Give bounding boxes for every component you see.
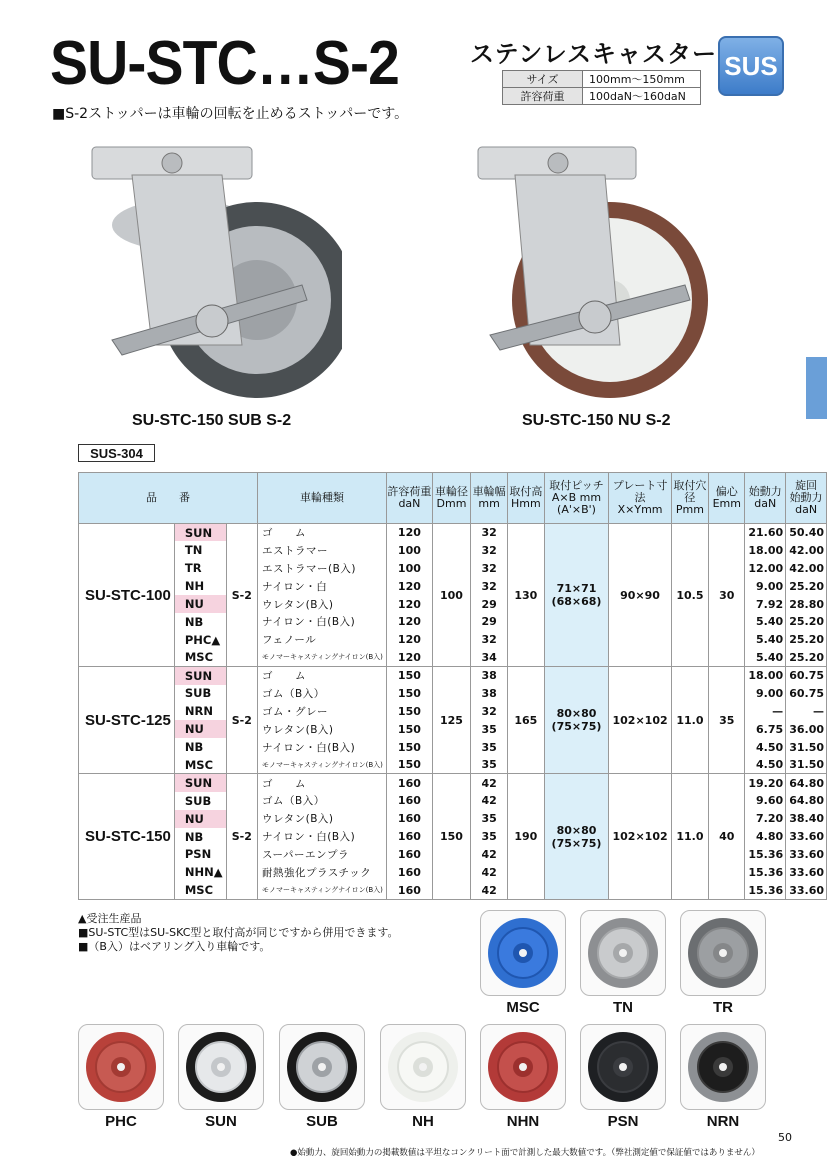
start-force: 7.20 (745, 810, 786, 828)
wheel-code: TN (174, 541, 226, 559)
col-height-label: 取付高 (509, 484, 543, 498)
category-title: ステンレスキャスター (470, 40, 717, 68)
wheel-code: SUN (174, 667, 226, 685)
material-label: SUS-304 (78, 444, 155, 462)
wheel-sample-label: NH (412, 1113, 434, 1130)
col-swivel-label: 旋回 (795, 478, 818, 492)
col-dia-unit: Dmm (436, 497, 467, 510)
pitch-value: 71×71 (556, 582, 597, 596)
start-force: 5.40 (745, 649, 786, 667)
wheel-width: 35 (471, 810, 508, 828)
wheel-code: NHN▲ (174, 863, 226, 881)
start-force: 7.92 (745, 595, 786, 613)
start-force: 4.50 (745, 756, 786, 774)
wheel-sample-nhn (480, 1024, 566, 1110)
load-value: 120 (386, 577, 432, 595)
wheel-code: PHC▲ (174, 631, 226, 649)
wheel-type: モノマーキャスティングナイロン(B入) (258, 881, 387, 899)
start-force: 15.36 (745, 863, 786, 881)
col-width (471, 473, 508, 524)
start-force: 9.00 (745, 577, 786, 595)
swivel-force: 60.75 (786, 667, 827, 685)
wheel-code: NB (174, 613, 226, 631)
caster-photo-nu (470, 135, 730, 405)
col-dia (432, 473, 470, 524)
wheel-width: 29 (471, 595, 508, 613)
wheel-type: 耐熱強化プラスチック (258, 863, 387, 881)
wheel-width: 42 (471, 774, 508, 792)
spec-row (503, 88, 701, 105)
wheel-width: 34 (471, 649, 508, 667)
swivel-force: 60.75 (786, 685, 827, 703)
load-value: 100 (386, 559, 432, 577)
wheel-sample-nh (380, 1024, 466, 1110)
pitch-value: 80×80 (556, 823, 597, 837)
wheel-type: モノマーキャスティングナイロン(B入) (258, 649, 387, 667)
mount-height: 190 (508, 774, 544, 899)
sus-badge-label: SUS (724, 50, 778, 81)
wheel-code: NU (174, 810, 226, 828)
col-height (508, 473, 544, 524)
wheel-icon (586, 916, 660, 990)
swivel-force: 33.60 (786, 846, 827, 864)
wheel-code: NU (174, 595, 226, 613)
col-product (79, 473, 258, 524)
swivel-force: 42.00 (786, 541, 827, 559)
wheel-width: 32 (471, 702, 508, 720)
offset-value: 35 (709, 667, 745, 774)
note-line: ■SU-STC型はSU-SKC型と取付高が同じですから併用できます。 (78, 926, 399, 939)
footnote: ●始動力、旋回始動力の掲載数値は平坦なコンクリート面で計測した最大数値です。（弊社測定値で保証値ではありません） (290, 1148, 760, 1158)
wheel-sample-label: TR (713, 999, 733, 1016)
swivel-force: 33.60 (786, 828, 827, 846)
hole-diameter: 10.5 (671, 524, 709, 667)
swivel-force: 25.20 (786, 577, 827, 595)
wheel-code: SUN (174, 774, 226, 792)
wheel-code: TR (174, 559, 226, 577)
start-force: 4.50 (745, 738, 786, 756)
col-pitch-line3: (A'×B') (557, 503, 596, 517)
wheel-sample-label: MSC (506, 999, 540, 1016)
load-value: 120 (386, 613, 432, 631)
start-force: 4.80 (745, 828, 786, 846)
col-swivel (786, 473, 827, 524)
spec-value: 100daN〜160daN (583, 88, 701, 105)
col-load-label: 許容荷重 (387, 484, 432, 498)
hole-diameter: 11.0 (671, 667, 709, 774)
load-value: 150 (386, 738, 432, 756)
col-load (386, 473, 432, 524)
col-product-label: 品 番 (146, 490, 191, 504)
wheel-diameter: 125 (432, 667, 470, 774)
swivel-force: 64.80 (786, 774, 827, 792)
swivel-force: 50.40 (786, 524, 827, 542)
wheel-icon (586, 1030, 660, 1104)
wheel-icon (486, 916, 560, 990)
col-plate-label: プレート寸法 (612, 478, 668, 504)
col-start (745, 473, 786, 524)
col-width-unit: mm (478, 497, 500, 510)
wheel-code: NRN (174, 702, 226, 720)
wheel-icon (386, 1030, 460, 1104)
wheel-sample-phc (78, 1024, 164, 1110)
wheel-code: MSC (174, 649, 226, 667)
wheel-width: 38 (471, 667, 508, 685)
note-line: ▲受注生産品 (78, 912, 142, 925)
photo-label-sub: SU-STC-150 SUB S-2 (132, 412, 292, 429)
col-swivel-line2: 始動力 (789, 490, 823, 504)
start-force: 21.60 (745, 524, 786, 542)
wheel-type: ウレタン(B入) (258, 810, 387, 828)
wheel-type: ナイロン・白 (258, 577, 387, 595)
load-value: 120 (386, 631, 432, 649)
wheel-sample-nrn (680, 1024, 766, 1110)
col-pitch-unit: mm (579, 490, 602, 504)
wheel-type: ゴム・グレー (258, 702, 387, 720)
offset-value: 30 (709, 524, 745, 667)
subtitle: ■S-2ストッパーは車輪の回転を止めるストッパーです。 (52, 106, 409, 122)
col-start-unit: daN (754, 497, 777, 510)
photo-label-nu: SU-STC-150 NU S-2 (522, 412, 671, 429)
wheel-width: 29 (471, 613, 508, 631)
caster-photo-sub (82, 135, 342, 405)
wheel-icon (686, 1030, 760, 1104)
header-row (79, 473, 827, 524)
load-value: 160 (386, 846, 432, 864)
offset-value: 40 (709, 774, 745, 899)
mount-pitch (544, 774, 609, 899)
pitch-alt-value: (68×68) (551, 595, 602, 609)
col-offset (709, 473, 745, 524)
wheel-type: ナイロン・白(B入) (258, 828, 387, 846)
stopper-type: S-2 (226, 667, 257, 774)
col-pitch (544, 473, 609, 524)
wheel-type: ナイロン・白(B入) (258, 738, 387, 756)
col-pitch-line2: A×B (551, 490, 577, 504)
pitch-value: 80×80 (556, 707, 597, 721)
wheel-width: 38 (471, 685, 508, 703)
wheel-width: 42 (471, 846, 508, 864)
wheel-sample-label: TN (613, 999, 633, 1016)
start-force: 18.00 (745, 541, 786, 559)
col-wheel-type-label: 車輪種類 (299, 490, 344, 504)
col-hole (671, 473, 709, 524)
swivel-force: 42.00 (786, 559, 827, 577)
wheel-code: NH (174, 577, 226, 595)
wheel-icon (686, 916, 760, 990)
load-value: 100 (386, 541, 432, 559)
load-value: 120 (386, 524, 432, 542)
load-value: 150 (386, 702, 432, 720)
wheel-type: ウレタン(B入) (258, 720, 387, 738)
swivel-force: 31.50 (786, 738, 827, 756)
wheel-type: ゴ ム (258, 524, 387, 542)
table-row (79, 524, 827, 542)
mount-pitch (544, 524, 609, 667)
wheel-code: SUB (174, 685, 226, 703)
spec-main-table (78, 472, 827, 900)
start-force: 6.75 (745, 720, 786, 738)
wheel-type: フェノール (258, 631, 387, 649)
wheel-width: 35 (471, 720, 508, 738)
wheel-code: MSC (174, 881, 226, 899)
wheel-width: 42 (471, 863, 508, 881)
col-width-label: 車輪幅 (472, 484, 506, 498)
col-plate-unit: X×Ymm (617, 503, 663, 517)
wheel-sample-label: NRN (706, 1113, 740, 1130)
swivel-force: 25.20 (786, 613, 827, 631)
wheel-type: ゴ ム (258, 774, 387, 792)
table-row (79, 667, 827, 685)
wheel-sample-label: NHN (506, 1113, 540, 1130)
load-value: 160 (386, 810, 432, 828)
notes (78, 912, 399, 954)
wheel-type: ゴム（B入） (258, 685, 387, 703)
swivel-force: — (786, 702, 827, 720)
start-force: 18.00 (745, 667, 786, 685)
col-offset-label: 偏心 (715, 484, 738, 498)
wheel-icon (486, 1030, 560, 1104)
start-force: 19.20 (745, 774, 786, 792)
model-name: SU-STC-125 (79, 667, 175, 774)
wheel-sample-msc (480, 910, 566, 996)
plate-size: 102×102 (609, 774, 671, 899)
wheel-icon (84, 1030, 158, 1104)
page-number: 50 (778, 1131, 792, 1144)
swivel-force: 38.40 (786, 810, 827, 828)
wheel-type: ゴム（B入） (258, 792, 387, 810)
wheel-width: 32 (471, 631, 508, 649)
load-value: 150 (386, 685, 432, 703)
mount-pitch (544, 667, 609, 774)
load-value: 150 (386, 720, 432, 738)
start-force: 15.36 (745, 881, 786, 899)
wheel-code: NB (174, 828, 226, 846)
pitch-alt-value: (75×75) (551, 836, 602, 850)
wheel-type: ナイロン・白(B入) (258, 613, 387, 631)
mount-height: 130 (508, 524, 544, 667)
wheel-sample-label: PHC (105, 1113, 137, 1130)
wheel-icon (285, 1030, 359, 1104)
col-height-unit: Hmm (511, 497, 541, 510)
start-force: 5.40 (745, 631, 786, 649)
sus-badge (718, 36, 784, 96)
wheel-code: PSN (174, 846, 226, 864)
load-value: 160 (386, 828, 432, 846)
mount-height: 165 (508, 667, 544, 774)
load-value: 160 (386, 792, 432, 810)
model-name: SU-STC-100 (79, 524, 175, 667)
col-offset-unit: Emm (712, 497, 741, 510)
wheel-width: 42 (471, 881, 508, 899)
swivel-force: 36.00 (786, 720, 827, 738)
wheel-sample-tr (680, 910, 766, 996)
spec-value: 100mm〜150mm (583, 71, 701, 88)
wheel-diameter: 100 (432, 524, 470, 667)
wheel-width: 35 (471, 738, 508, 756)
section-tab (806, 357, 827, 419)
swivel-force: 31.50 (786, 756, 827, 774)
wheel-type: スーパーエンプラ (258, 846, 387, 864)
wheel-width: 42 (471, 792, 508, 810)
col-hole-label: 取付穴径 (673, 478, 707, 504)
wheel-sample-tn (580, 910, 666, 996)
col-hole-unit: Pmm (675, 503, 704, 517)
spec-key: 許容荷重 (503, 88, 583, 105)
table-row (79, 774, 827, 792)
start-force: 9.00 (745, 685, 786, 703)
wheel-code: NB (174, 738, 226, 756)
wheel-sample-sun (178, 1024, 264, 1110)
wheel-type: ゴ ム (258, 667, 387, 685)
plate-size: 102×102 (609, 667, 671, 774)
stopper-type: S-2 (226, 774, 257, 899)
swivel-force: 64.80 (786, 792, 827, 810)
col-wheel-type (258, 473, 387, 524)
col-start-label: 始動力 (748, 484, 782, 498)
col-load-unit: daN (398, 497, 421, 510)
pitch-alt-value: (75×75) (551, 720, 602, 734)
load-value: 160 (386, 881, 432, 899)
wheel-sample-label: SUB (306, 1113, 338, 1130)
model-name: SU-STC-150 (79, 774, 175, 899)
wheel-code: MSC (174, 756, 226, 774)
start-force: 12.00 (745, 559, 786, 577)
wheel-type: モノマーキャスティングナイロン(B入) (258, 756, 387, 774)
wheel-sample-psn (580, 1024, 666, 1110)
col-pitch-label: 取付ピッチ (549, 478, 604, 492)
swivel-force: 33.60 (786, 881, 827, 899)
spec-key: サイズ (503, 71, 583, 88)
wheel-width: 32 (471, 541, 508, 559)
swivel-force: 25.20 (786, 649, 827, 667)
spec-row (503, 71, 701, 88)
load-value: 120 (386, 649, 432, 667)
wheel-width: 32 (471, 524, 508, 542)
spec-table-body (79, 524, 827, 900)
load-value: 150 (386, 667, 432, 685)
start-force: 15.36 (745, 846, 786, 864)
start-force: 9.60 (745, 792, 786, 810)
swivel-force: 25.20 (786, 631, 827, 649)
wheel-width: 35 (471, 756, 508, 774)
spec-table (502, 70, 701, 105)
load-value: 160 (386, 774, 432, 792)
wheel-type: エストラマー(B入) (258, 559, 387, 577)
page-title: SU-STC…S-2 (50, 29, 399, 98)
col-plate (609, 473, 671, 524)
load-value: 120 (386, 595, 432, 613)
stopper-type: S-2 (226, 524, 257, 667)
load-value: 150 (386, 756, 432, 774)
wheel-width: 32 (471, 577, 508, 595)
start-force: 5.40 (745, 613, 786, 631)
wheel-sample-label: SUN (205, 1113, 237, 1130)
wheel-sample-label: PSN (607, 1113, 639, 1130)
col-swivel-unit: daN (795, 503, 818, 517)
wheel-icon (184, 1030, 258, 1104)
wheel-width: 32 (471, 559, 508, 577)
load-value: 160 (386, 863, 432, 881)
swivel-force: 28.80 (786, 595, 827, 613)
wheel-type: ウレタン(B入) (258, 595, 387, 613)
wheel-type: エストラマー (258, 541, 387, 559)
hole-diameter: 11.0 (671, 774, 709, 899)
wheel-diameter: 150 (432, 774, 470, 899)
wheel-code: SUB (174, 792, 226, 810)
col-dia-label: 車輪径 (434, 484, 468, 498)
wheel-code: NU (174, 720, 226, 738)
note-line: ■（B入）はベアリング入り車輪です。 (78, 940, 271, 953)
plate-size: 90×90 (609, 524, 671, 667)
wheel-sample-sub (279, 1024, 365, 1110)
wheel-code: SUN (174, 524, 226, 542)
start-force: — (745, 702, 786, 720)
swivel-force: 33.60 (786, 863, 827, 881)
wheel-width: 35 (471, 828, 508, 846)
